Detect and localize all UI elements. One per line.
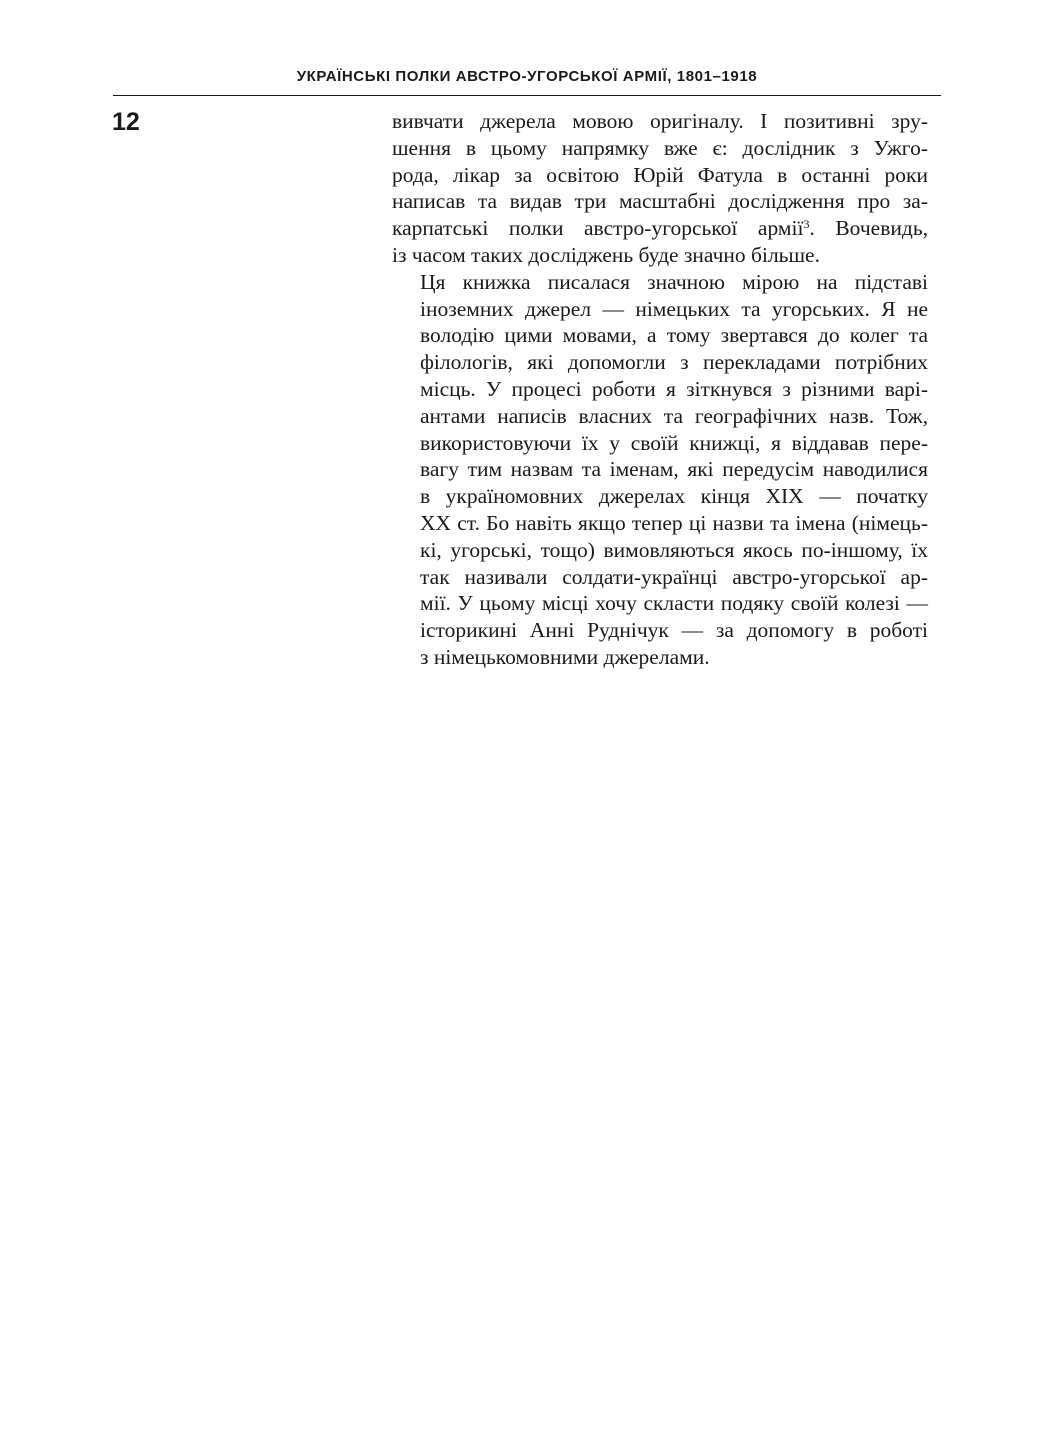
text-line: в україномовних джерелах кінця XIX — початку bbox=[420, 484, 928, 509]
footnote-reference[interactable]: 3 bbox=[803, 217, 810, 232]
text-line: володію цими мовами, а тому звертався до колег та bbox=[420, 323, 928, 348]
text-line: кі, угорські, тощо) вимовляються якось по-іншому, їх bbox=[420, 537, 928, 562]
text-line: шення в цьому напрямку вже є: дослідник з Ужго- bbox=[392, 135, 928, 160]
text-line: іноземних джерел — німецьких та угорських. Я не bbox=[420, 296, 928, 321]
text-line: Ця книжка писалася значною мірою на підставі bbox=[420, 269, 928, 294]
running-header-title: УКРАЇНСЬКІ ПОЛКИ АВСТРО-УГОРСЬКОЇ АРМІЇ, 1801–1918 bbox=[296, 68, 758, 85]
text-line: вивчати джерела мовою оригіналу. І позитивні зру- bbox=[392, 109, 928, 133]
text-line: написав та видав три масштабні дослідження про за- bbox=[392, 189, 928, 214]
text-line: так називали солдати-українці австро-угорської ар- bbox=[420, 564, 928, 589]
text-line: з німецькомовними джерелами. bbox=[420, 644, 710, 669]
text-line: вагу тим назвам та іменам, які передусім наводилися bbox=[420, 457, 928, 482]
text-fragment: карпатські полки австро-угорської армії bbox=[392, 216, 804, 241]
header-rule bbox=[113, 95, 941, 96]
text-line: місць. У процесі роботи я зіткнувся з різними варі- bbox=[420, 376, 928, 401]
text-line: філологів, які допомогли з перекладами потрібних bbox=[420, 350, 928, 375]
text-line: антами написів власних та географічних назв. Тож, bbox=[420, 403, 928, 428]
text-line: XX ст. Бо навіть якщо тепер ці назви та імена (німець- bbox=[420, 510, 928, 535]
text-line: історикині Анні Руднічук — за допомогу в роботі bbox=[420, 618, 928, 643]
page-number: 12 bbox=[112, 108, 140, 136]
text-line: використовуючи їх у своїй книжці, я віддавав пере- bbox=[420, 430, 928, 455]
paragraph-1 bbox=[392, 108, 928, 269]
text-fragment: . Вочевидь, bbox=[809, 216, 928, 241]
body-text bbox=[392, 108, 928, 671]
text-line-with-footnote bbox=[392, 215, 928, 242]
text-line: рода, лікар за освітою Юрій Фатула в останні роки bbox=[392, 162, 928, 187]
text-line: із часом таких досліджень буде значно більше. bbox=[392, 242, 820, 267]
paragraph-2 bbox=[392, 269, 928, 671]
text-line: мії. У цьому місці хочу скласти подяку своїй колезі — bbox=[420, 591, 928, 616]
